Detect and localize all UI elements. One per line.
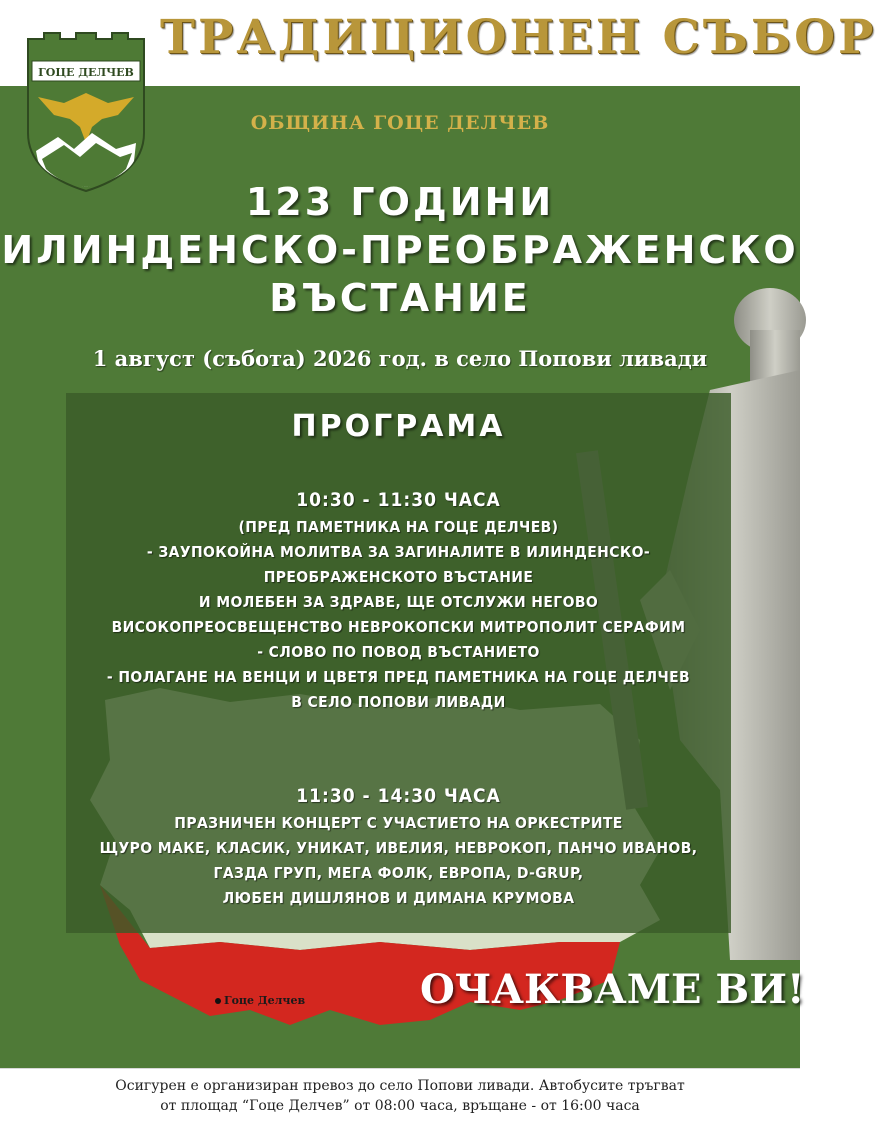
program-title: ПРОГРАМА <box>291 409 506 444</box>
program-box <box>66 393 731 933</box>
program-line: ПРАЗНИЧЕН КОНЦЕРТ С УЧАСТИЕТО НА ОРКЕСТРИТЕ <box>174 814 623 832</box>
crest-text: ГОЦЕ ДЕЛЧЕВ <box>38 66 134 79</box>
anniversary-line: 123 ГОДИНИ <box>245 180 555 224</box>
program-line: ЩУРО МАКЕ, КЛАСИК, УНИКАТ, ИВЕЛИЯ, НЕВРОКОП, ПАНЧО ИВАНОВ, <box>99 839 698 857</box>
program-line: - ЗАУПОКОЙНА МОЛИТВА ЗА ЗАГИНАЛИТЕ В ИЛИНДЕНСКО- <box>146 543 651 561</box>
footer-line-1: Осигурен е организиран превоз до село Попови ливади. Автобусите тръгват <box>115 1078 685 1094</box>
program-time-1: 10:30 - 11:30 ЧАСА <box>296 489 501 511</box>
program-time-2: 11:30 - 14:30 ЧАСА <box>296 785 501 807</box>
program-line: ВИСОКОПРЕОСВЕЩЕНСТВО НЕВРОКОПСКИ МИТРОПОЛИТ СЕРАФИМ <box>111 618 686 636</box>
program-line: - ПОЛАГАНЕ НА ВЕНЦИ И ЦВЕТЯ ПРЕД ПАМЕТНИКА НА ГОЦЕ ДЕЛЧЕВ <box>106 668 691 686</box>
program-line: В СЕЛО ПОПОВИ ЛИВАДИ <box>291 693 506 711</box>
program-line: ПРЕОБРАЖЕНСКОТО ВЪСТАНИЕ <box>263 568 534 586</box>
map-location-text: Гоце Делчев <box>224 994 306 1007</box>
municipality-name: ОБЩИНА ГОЦЕ ДЕЛЧЕВ <box>250 112 550 134</box>
program-line: - СЛОВО ПО ПОВОД ВЪСТАНИЕТО <box>257 643 540 661</box>
footer-line-2: от площад “Гоце Делчев” от 08:00 часа, връщане - от 16:00 часа <box>160 1098 640 1114</box>
uprising-name-line: ИЛИНДЕНСКО-ПРЕОБРАЖЕНСКО <box>1 228 799 272</box>
welcome-text: ОЧАКВАМЕ ВИ! <box>420 966 805 1013</box>
date-place: 1 август (събота) 2026 год. в село Попови ливади <box>92 346 708 371</box>
crest-icon <box>24 33 148 193</box>
map-location-label <box>214 994 305 1007</box>
main-title: ТРАДИЦИОНЕН СЪБОР <box>160 10 876 65</box>
program-line: И МОЛЕБЕН ЗА ЗДРАВЕ, ЩЕ ОТСЛУЖИ НЕГОВО <box>198 593 599 611</box>
program-line: ЛЮБЕН ДИШЛЯНОВ И ДИМАНА КРУМОВА <box>222 889 575 907</box>
program-line: ГАЗДА ГРУП, МЕГА ФОЛК, ЕВРОПА, D-GRUP, <box>213 864 584 882</box>
uprising-word-line: ВЪСТАНИЕ <box>269 276 531 320</box>
program-line: (ПРЕД ПАМЕТНИКА НА ГОЦЕ ДЕЛЧЕВ) <box>238 518 559 536</box>
